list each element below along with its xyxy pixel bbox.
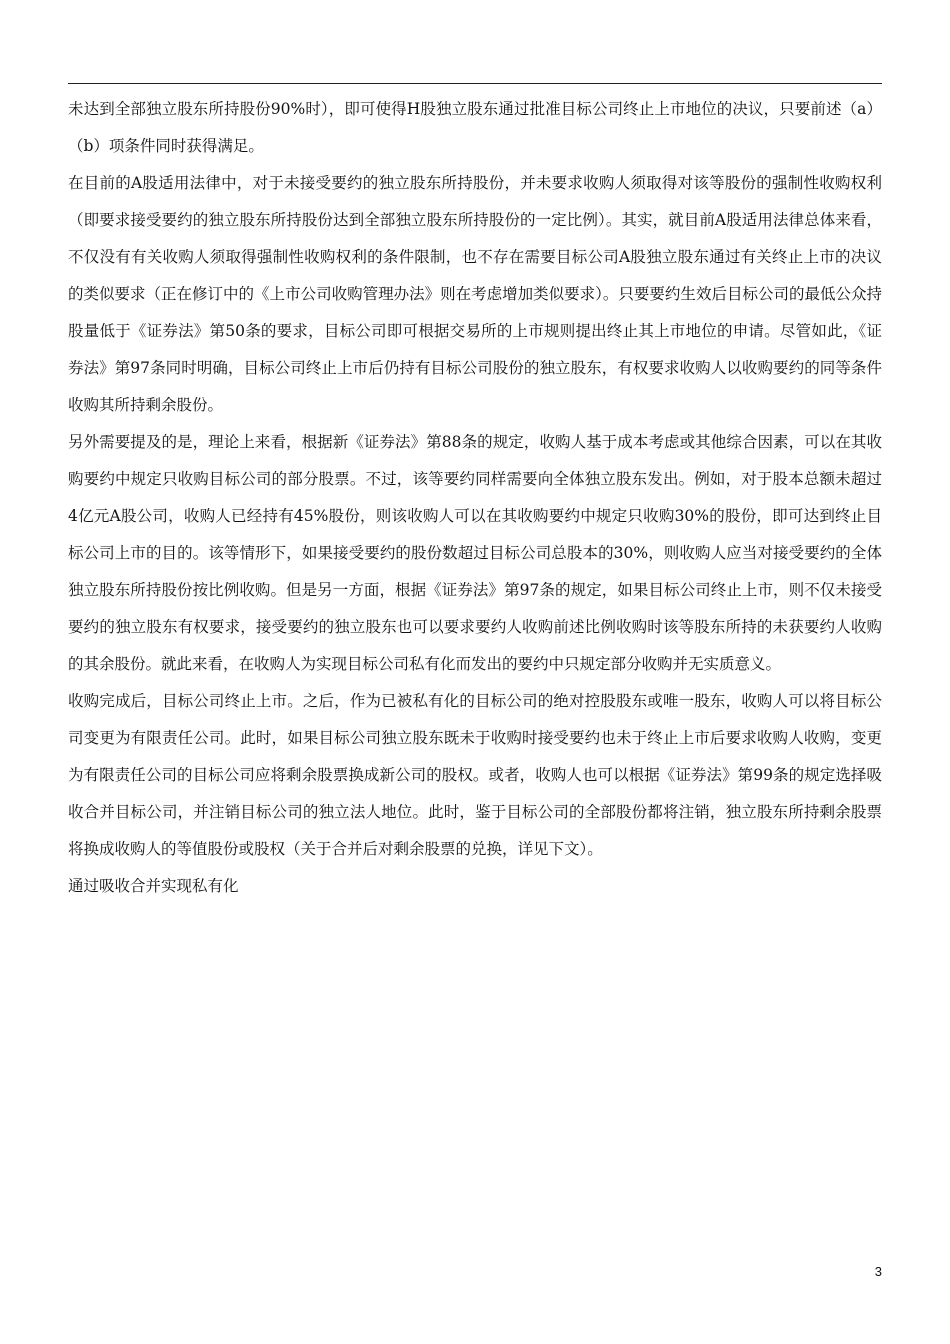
paragraph-2: 在目前的A股适用法律中，对于未接受要约的独立股东所持股份，并未要求收购人须取得对该等股份的强制性收购权利（即要求接受要约的独立股东所持股份达到全部独立股东所持股份的一定比例）。其实，就目前A股适用法律总体来看，不仅没有有关收购人须取得强制性收购权利的条件限制，也不存在需要目标公司A股独立股东通过有关终止上市的决议的类似要求（正在修订中的《上市公司收购管理办法》则在考虑增加类似要求）。只要要约生效后目标公司的最低公众持股量低于《证券法》第50条的要求，目标公司即可根据交易所的上市规则提出终止其上市地位的申请。尽管如此，《证券法》第97条同时明确，目标公司终止上市后仍持有目标公司股份的独立股东，有权要求收购人以收购要约的同等条件收购其所持剩余股份。 bbox=[68, 174, 882, 414]
page-number: 3 bbox=[874, 1264, 882, 1279]
section-heading: 通过吸收合并实现私有化 bbox=[68, 877, 239, 895]
paragraph-3: 另外需要提及的是，理论上来看，根据新《证券法》第88条的规定，收购人基于成本考虑或其他综合因素，可以在其收购要约中规定只收购目标公司的部分股票。不过，该等要约同样需要向全体独立股东发出。例如，对于股本总额未超过4亿元A股公司，收购人已经持有45%股份，则该收购人可以在其收购要约中规定只收购30%的股份，即可达到终止目标公司上市的目的。该等情形下，如果接受要约的股份数超过目标公司总股本的30%，则收购人应当对接受要约的全体独立股东所持股份按比例收购。但是另一方面，根据《证券法》第97条的规定，如果目标公司终止上市，则不仅未接受要约的独立股东有权要求，接受要约的独立股东也可以要求要约人收购前述比例收购时该等股东所持的未获要约人收购的其余股份。就此来看，在收购人为实现目标公司私有化而发出的要约中只规定部分收购并无实质意义。 bbox=[68, 433, 882, 673]
paragraph-1: 未达到全部独立股东所持股份90%时），即可使得H股独立股东通过批准目标公司终止上市地位的决议，只要前述（a）（b）项条件同时获得满足。 bbox=[68, 100, 882, 155]
document-body bbox=[68, 91, 882, 905]
header-rule bbox=[68, 83, 882, 84]
paragraph-4: 收购完成后，目标公司终止上市。之后，作为已被私有化的目标公司的绝对控股股东或唯一股东，收购人可以将目标公司变更为有限责任公司。此时，如果目标公司独立股东既未于收购时接受要约也未于终止上市后要求收购人收购，变更为有限责任公司的目标公司应将剩余股票换成新公司的股权。或者，收购人也可以根据《证券法》第99条的规定选择吸收合并目标公司，并注销目标公司的独立法人地位。此时，鉴于目标公司的全部股份都将注销，独立股东所持剩余股票将换成收购人的等值股份或股权（关于合并后对剩余股票的兑换，详见下文）。 bbox=[68, 692, 882, 858]
